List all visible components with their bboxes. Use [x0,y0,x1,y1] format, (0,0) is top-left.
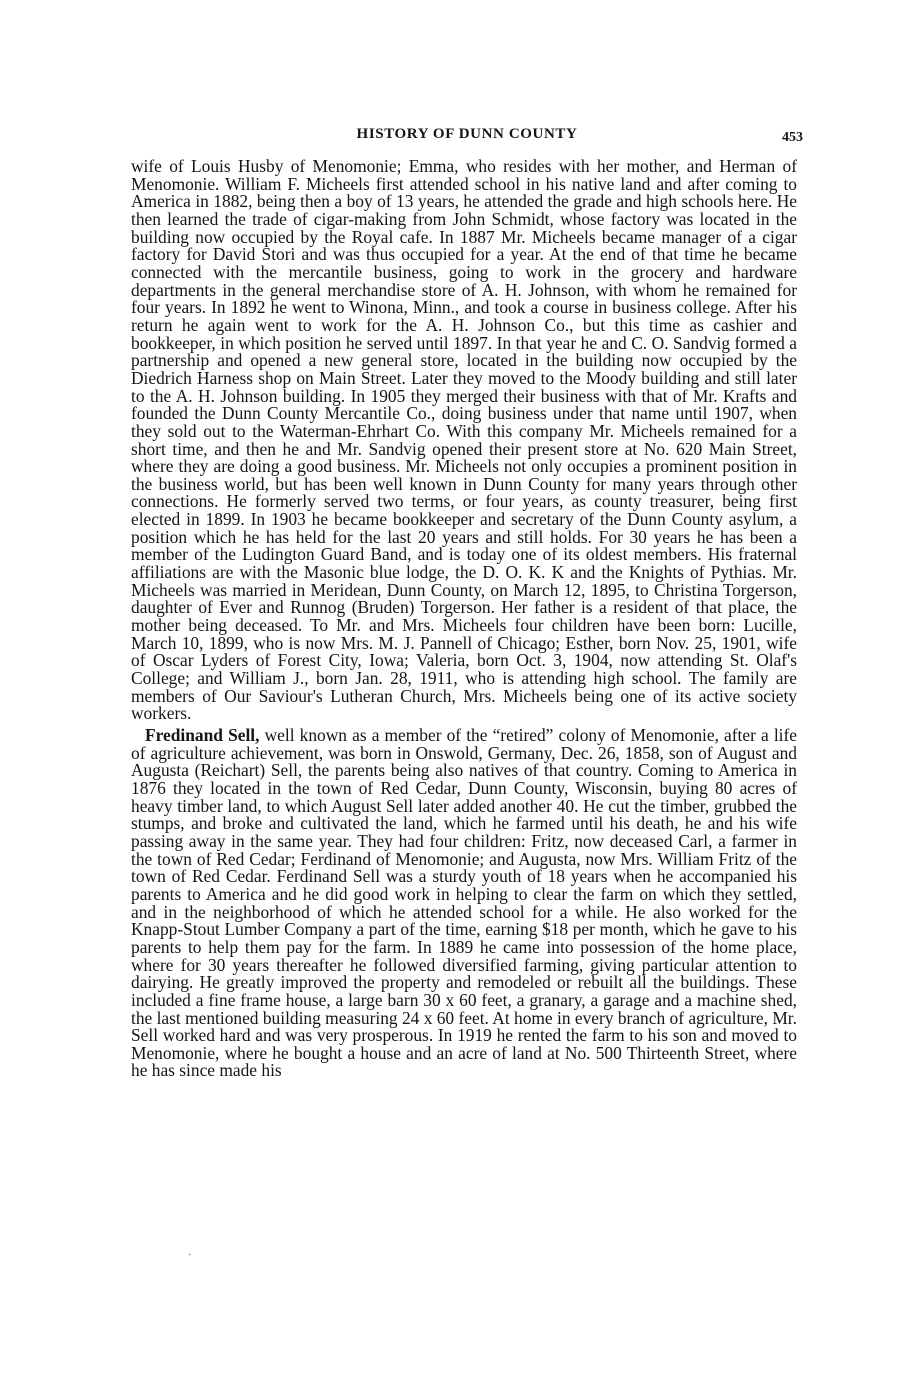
page-number: 453 [782,130,803,145]
biography-name: Fredinand Sell, [145,725,260,745]
biography-text: well known as a member of the “retired” colony of Menomonie, after a life of agriculture achievement, was born in Onswold, Germany, Dec. 26, 1858, son of August and Augusta (Reichart) Sell, the parents being also natives of that country. Coming to America in 1876 they located in the town of Red Cedar, Dunn County, Wisconsin, buying 80 acres of heavy timber land, to which August Sell later added another 40. He cut the timber, grubbed the stumps, and broke and cultivated the land, which he farmed until his death, he and his wife passing away in the same year. They had four children: Fritz, now deceased Carl, a farmer in the town of Red Cedar; Ferdinand of Menomonie; and Augusta, now Mrs. William Fritz of the town of Red Cedar. Ferdinand Sell was a sturdy youth of 18 years when he accompanied his parents to America and he did good work in helping to clear the farm on which they settled, and in the neighborhood of which he attended school for a while. He also worked for the Knapp-Stout Lumber Company a part of the time, earning $18 per month, which he gave to his parents to help them pay for the farm. In 1889 he came into possession of the home place, where for 30 years thereafter he followed diversified farming, giving particular attention to dairying. He greatly improved the property and remodeled or rebuilt all the buildings. These included a fine frame house, a large barn 30 x 60 feet, a granary, a garage and a machine shed, the last mentioned building measuring 24 x 60 feet. At home in every branch of agriculture, Mr. Sell worked hard and was very prosperous. In 1919 he rented the farm to his son and moved to Menomonie, where he bought a house and an acre of land at No. 500 Thirteenth Street, where he has since made his [131,725,797,1081]
paragraph-micheels-biography: wife of Louis Husby of Menomonie; Emma, who resides with her mother, and Herman of Menomonie. William F. Micheels first attended school in his native land and after coming to America in 1882, being then a boy of 13 years, he attended the grade and high schools here. He then learned the trade of cigar-making from John Schmidt, whose factory was located in the building now occupied by the Royal cafe. In 1887 Mr. Micheels became manager of a cigar factory for David Stori and was thus occupied for a year. At the end of that time he became connected with the mercantile business, going to work in the grocery and hardware departments in the general merchandise store of A. H. Johnson, with whom he remained for four years. In 1892 he went to Winona, Minn., and took a course in business college. After his return he again went to work for the A. H. Johnson Co., but this time as cashier and bookkeeper, in which position he served until 1897. In that year he and C. O. Sandvig formed a partnership and opened a new general store, located in the building now occupied by the Diedrich Harness shop on Main Street. Later they moved to the Moody building and still later to the A. H. Johnson building. In 1905 they merged their business with that of Mr. Krafts and founded the Dunn County Mercantile Co., doing business under that name until 1907, when they sold out to the Waterman-Ehrhart Co. With this company Mr. Micheels remained for a short time, and then he and Mr. Sandvig opened their present store at No. 620 Main Street, where they are doing a good business. Mr. Micheels not only occupies a prominent position in the business world, but has been well known in Dunn County for many years through other connections. He formerly served two terms, or four years, as county treasurer, being first elected in 1899. In 1903 he became bookkeeper and secretary of the Dunn County asylum, a position which he has held for the last 20 years and still holds. For 30 years he has been a member of the Ludington Guard Band, and is today one of its oldest members. His fraternal affiliations are with the Masonic blue lodge, the D. O. K. K and the Knights of Pythias. Mr. Micheels was married in Meridean, Dunn County, on March 12, 1895, to Christina Torgerson, daughter of Ever and Runnog (Bruden) Torgerson. Her father is a resident of that place, the mother being deceased. To Mr. and Mrs. Micheels four children have been born: Lucille, March 10, 1899, who is now Mrs. M. J. Pannell of Chicago; Esther, born Nov. 25, 1901, wife of Oscar Lyders of Forest City, Iowa; Valeria, born Oct. 3, 1904, now attending St. Olaf's College; and William J., born Jan. 28, 1911, who is attending high school. The family are members of Our Saviour's Lutheran Church, Mrs. Micheels being one of its active society workers. [131,156,797,724]
running-head: HISTORY OF DUNN COUNTY [356,126,578,142]
paragraph-sell-biography [131,727,797,1080]
body-text [131,158,797,1080]
page-header [131,126,803,152]
print-mark: · [188,1250,192,1261]
